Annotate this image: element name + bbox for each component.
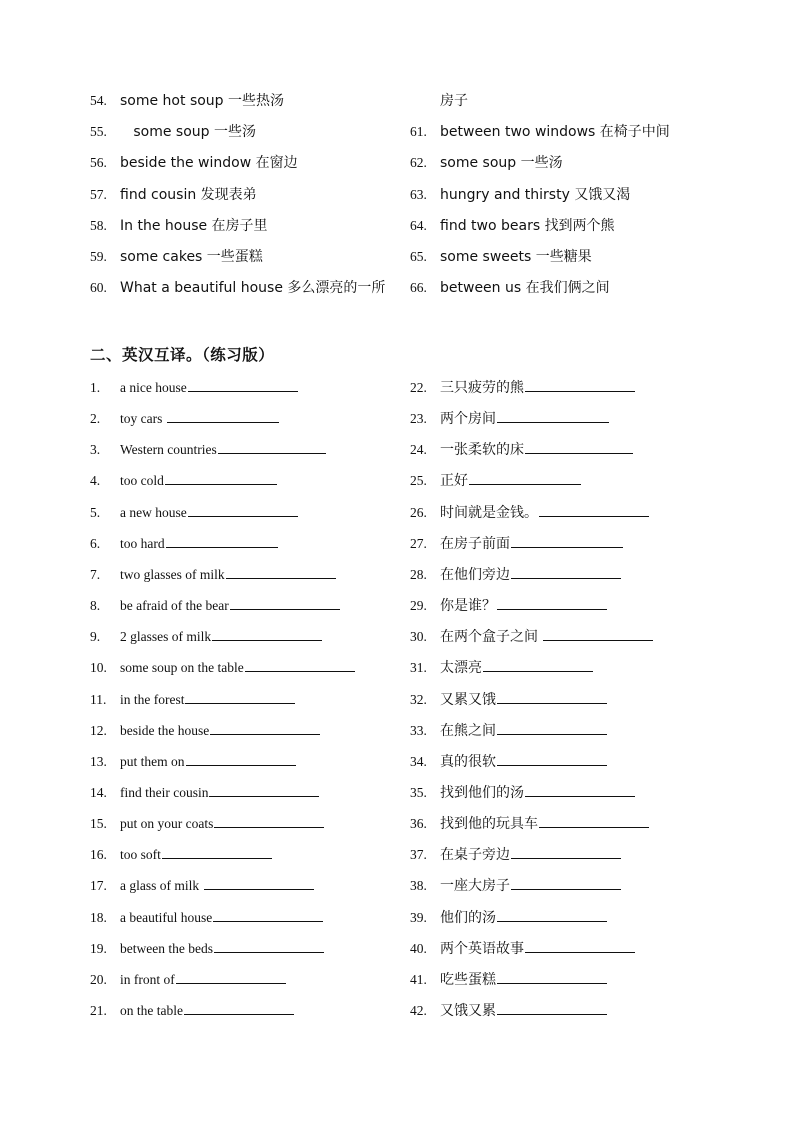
item-number: 32.	[410, 691, 427, 707]
item-number: 17.	[90, 878, 107, 894]
item-text: between the beds	[120, 940, 213, 956]
answer-blank[interactable]	[497, 720, 607, 735]
answer-blank[interactable]	[230, 595, 340, 610]
item-number: 26.	[410, 504, 427, 520]
answer-blank[interactable]	[511, 533, 623, 548]
section2-left-item	[90, 813, 324, 835]
item-number: 66.	[410, 280, 427, 296]
item-number: 7.	[90, 566, 101, 582]
item-number: 39.	[410, 909, 427, 925]
item-number: 11.	[90, 691, 107, 707]
answer-blank[interactable]	[511, 875, 621, 890]
section2-right-item	[410, 502, 649, 524]
answer-blank[interactable]	[525, 377, 635, 392]
item-number: 4.	[90, 473, 101, 489]
answer-blank[interactable]	[497, 689, 607, 704]
item-text: 三只疲劳的熊	[440, 380, 524, 396]
answer-blank[interactable]	[212, 626, 322, 641]
item-text: 又饿又累	[440, 1003, 496, 1019]
item-number: 18.	[90, 909, 107, 925]
item-text: in front of	[120, 971, 175, 987]
section2-left-item	[90, 564, 336, 586]
item-number: 37.	[410, 847, 427, 863]
section1-left-item	[90, 277, 385, 299]
item-number: 16.	[90, 847, 107, 863]
section2-right-item	[410, 720, 607, 742]
item-text: too hard	[120, 535, 165, 551]
section1-right-item	[410, 121, 670, 143]
item-number: 22.	[410, 380, 427, 395]
section2-left-item	[90, 751, 296, 773]
item-number: 27.	[410, 535, 427, 551]
section2-right-item	[410, 377, 635, 399]
item-number: 29.	[410, 598, 427, 614]
answer-blank[interactable]	[218, 439, 326, 454]
item-text: 一座大房子	[440, 878, 510, 895]
item-number: 42.	[410, 1003, 427, 1018]
section2-right-item	[410, 626, 653, 648]
item-number: 63.	[410, 186, 427, 202]
item-text: between two windows 在椅子中间	[440, 124, 670, 141]
section2-left-item	[90, 844, 272, 866]
item-text: 时间就是金钱。	[440, 504, 538, 521]
section2-right-item	[410, 844, 621, 866]
item-number: 35.	[410, 784, 427, 800]
section2-left-item	[90, 439, 326, 461]
item-number: 56.	[90, 155, 107, 171]
section2-left-item	[90, 657, 355, 679]
item-text: 他们的汤	[440, 909, 496, 926]
item-text: a new house	[120, 504, 187, 520]
item-number: 13.	[90, 753, 107, 769]
item-number: 20.	[90, 971, 107, 987]
section2-right-item	[410, 907, 607, 929]
section2-right-item	[410, 813, 649, 835]
section2-left-item	[90, 377, 298, 399]
item-text: 两个房间	[440, 411, 496, 428]
answer-blank[interactable]	[525, 938, 635, 953]
item-number: 40.	[410, 940, 427, 956]
section2-left-item	[90, 689, 295, 711]
section2-left-item	[90, 720, 320, 742]
answer-blank[interactable]	[497, 1000, 607, 1015]
section2-right-item	[410, 564, 621, 586]
answer-blank[interactable]	[214, 813, 324, 828]
item-text: hungry and thirsty 又饿又渴	[440, 186, 631, 203]
section2-right-item	[410, 657, 593, 679]
item-text: 2 glasses of milk	[120, 629, 212, 645]
item-number: 54.	[90, 93, 107, 108]
section2-right-item	[410, 533, 623, 555]
section2-left-item	[90, 782, 319, 804]
item-number: 15.	[90, 816, 107, 832]
answer-blank[interactable]	[226, 564, 336, 579]
section1-left-item	[90, 152, 298, 174]
section1-right-item	[410, 246, 592, 268]
item-number: 9.	[90, 629, 101, 645]
answer-blank[interactable]	[162, 844, 272, 859]
item-number: 14.	[90, 784, 107, 800]
section1-left-item	[90, 90, 284, 112]
section2-left-item	[90, 533, 278, 555]
section2-right-item	[410, 689, 607, 711]
item-text: some cakes 一些蛋糕	[120, 249, 263, 265]
answer-blank[interactable]	[166, 533, 278, 548]
section2-right-item	[410, 751, 607, 773]
item-text: 房子	[440, 93, 468, 109]
item-number: 34.	[410, 753, 427, 769]
item-number: 1.	[90, 380, 101, 395]
item-number: 30.	[410, 629, 427, 645]
item-text: too soft	[120, 847, 161, 863]
section2-left-item	[90, 626, 322, 648]
item-number: 60.	[90, 280, 107, 296]
answer-blank[interactable]	[497, 595, 607, 610]
section2-right-item	[410, 1000, 607, 1022]
item-number: 23.	[410, 411, 427, 427]
section1-left-item	[90, 215, 268, 237]
item-text: 找到他们的汤	[440, 784, 524, 801]
answer-blank[interactable]	[188, 377, 298, 392]
item-number: 8.	[90, 598, 101, 614]
item-text: 在熊之间	[440, 722, 496, 739]
answer-blank[interactable]	[469, 470, 581, 485]
item-number: 6.	[90, 535, 101, 551]
item-number: 12.	[90, 722, 107, 738]
answer-blank[interactable]	[210, 720, 320, 735]
item-text: 又累又饿	[440, 691, 496, 708]
item-number: 57.	[90, 186, 107, 202]
item-number: 33.	[410, 722, 427, 738]
item-number: 58.	[90, 217, 107, 233]
item-text: in the forest	[120, 691, 185, 707]
section2-left-item	[90, 408, 279, 430]
item-text: In the house 在房子里	[120, 217, 268, 234]
item-text: be afraid of the bear	[120, 598, 229, 614]
item-number: 21.	[90, 1003, 107, 1018]
answer-blank[interactable]	[214, 938, 324, 953]
answer-blank[interactable]	[184, 1000, 294, 1015]
answer-blank[interactable]	[525, 782, 635, 797]
item-text: 你是谁？	[440, 598, 496, 615]
item-text: 在他们旁边	[440, 566, 510, 583]
item-text: find their cousin	[120, 784, 209, 800]
item-text: 真的很软	[440, 753, 496, 770]
item-text: beside the window 在窗边	[120, 155, 298, 172]
item-number: 25.	[410, 473, 427, 489]
item-text: a beautiful house	[120, 909, 213, 925]
answer-blank[interactable]	[511, 844, 621, 859]
item-number: 41.	[410, 971, 427, 987]
item-number: 36.	[410, 816, 427, 832]
item-text: 在桌子旁边	[440, 847, 510, 864]
section2-right-item	[410, 439, 633, 461]
answer-blank[interactable]	[525, 439, 633, 454]
item-text: 一张柔软的床	[440, 442, 524, 459]
answer-blank[interactable]	[213, 907, 323, 922]
item-text: find two bears 找到两个熊	[440, 217, 615, 234]
item-text: 太漂亮	[440, 660, 482, 677]
answer-blank[interactable]	[165, 470, 277, 485]
section1-right-item	[410, 184, 630, 206]
section2-left-item	[90, 907, 323, 929]
section2-left-item	[90, 875, 314, 897]
section-heading: 二、英汉互译。（练习版）	[90, 346, 275, 364]
section2-left-item	[90, 969, 286, 991]
item-number: 24.	[410, 442, 427, 458]
answer-blank[interactable]	[209, 782, 319, 797]
answer-blank[interactable]	[497, 751, 607, 766]
answer-blank[interactable]	[167, 408, 279, 423]
section1-right-item	[410, 277, 610, 299]
item-text: What a beautiful house 多么漂亮的一所	[120, 280, 386, 297]
item-text: a glass of milk	[120, 878, 203, 894]
answer-blank[interactable]	[539, 502, 649, 517]
item-number: 55.	[90, 124, 107, 140]
item-text: put them on	[120, 753, 185, 769]
section2-left-item	[90, 502, 298, 524]
item-text: beside the house	[120, 722, 210, 738]
item-number: 64.	[410, 217, 427, 233]
section1-right-item	[410, 90, 468, 112]
item-number: 65.	[410, 249, 427, 264]
item-text: some soup on the table	[120, 660, 244, 676]
item-text: some soup 一些汤	[120, 124, 256, 141]
item-text: 找到他的玩具车	[440, 816, 538, 833]
section2-left-item	[90, 1000, 294, 1022]
section1-left-item	[90, 246, 263, 268]
answer-blank[interactable]	[185, 689, 295, 704]
section2-right-item	[410, 969, 607, 991]
answer-blank[interactable]	[188, 502, 298, 517]
item-number: 3.	[90, 442, 101, 458]
answer-blank[interactable]	[204, 875, 314, 890]
item-number: 19.	[90, 940, 107, 956]
item-text: toy cars	[120, 411, 166, 427]
item-text: 两个英语故事	[440, 940, 524, 957]
item-text: a nice house	[120, 380, 187, 395]
answer-blank[interactable]	[497, 408, 609, 423]
section1-right-item	[410, 215, 615, 237]
answer-blank[interactable]	[511, 564, 621, 579]
item-number: 28.	[410, 566, 427, 582]
answer-blank[interactable]	[186, 751, 296, 766]
section1-left-item	[90, 184, 257, 206]
section2-left-item	[90, 470, 277, 492]
item-text: put on your coats	[120, 816, 214, 832]
item-text: Western countries	[120, 442, 217, 458]
section1-right-item	[410, 152, 563, 174]
item-text: too cold	[120, 473, 164, 489]
item-text: 正好	[440, 473, 468, 490]
item-text: two glasses of milk	[120, 566, 225, 582]
answer-blank[interactable]	[543, 626, 653, 641]
answer-blank[interactable]	[176, 969, 286, 984]
section2-right-item	[410, 408, 609, 430]
item-number: 10.	[90, 660, 107, 676]
section2-right-item	[410, 938, 635, 960]
item-text: find cousin 发现表弟	[120, 186, 257, 203]
section2-right-item	[410, 595, 607, 617]
item-text: between us 在我们俩之间	[440, 280, 610, 297]
item-text: some hot soup 一些热汤	[120, 93, 285, 109]
item-number: 38.	[410, 878, 427, 894]
item-text: 在两个盒子之间	[440, 629, 543, 646]
item-number: 62.	[410, 155, 427, 171]
answer-blank[interactable]	[497, 907, 607, 922]
section2-left-item	[90, 938, 324, 960]
answer-blank[interactable]	[483, 657, 593, 672]
item-number: 31.	[410, 660, 427, 676]
item-number: 2.	[90, 411, 101, 427]
item-text: some soup 一些汤	[440, 155, 563, 172]
item-text: some sweets 一些糖果	[440, 249, 592, 265]
item-text: 在房子前面	[440, 535, 510, 552]
section1-left-item	[90, 121, 256, 143]
answer-blank[interactable]	[245, 657, 355, 672]
item-number: 5.	[90, 504, 101, 520]
item-number: 61.	[410, 124, 427, 140]
section2-right-item	[410, 875, 621, 897]
answer-blank[interactable]	[497, 969, 607, 984]
section2-right-item	[410, 782, 635, 804]
section2-left-item	[90, 595, 340, 617]
item-text: on the table	[120, 1003, 183, 1018]
answer-blank[interactable]	[539, 813, 649, 828]
section2-right-item	[410, 470, 581, 492]
item-text: 吃些蛋糕	[440, 971, 496, 988]
item-number: 59.	[90, 249, 107, 264]
